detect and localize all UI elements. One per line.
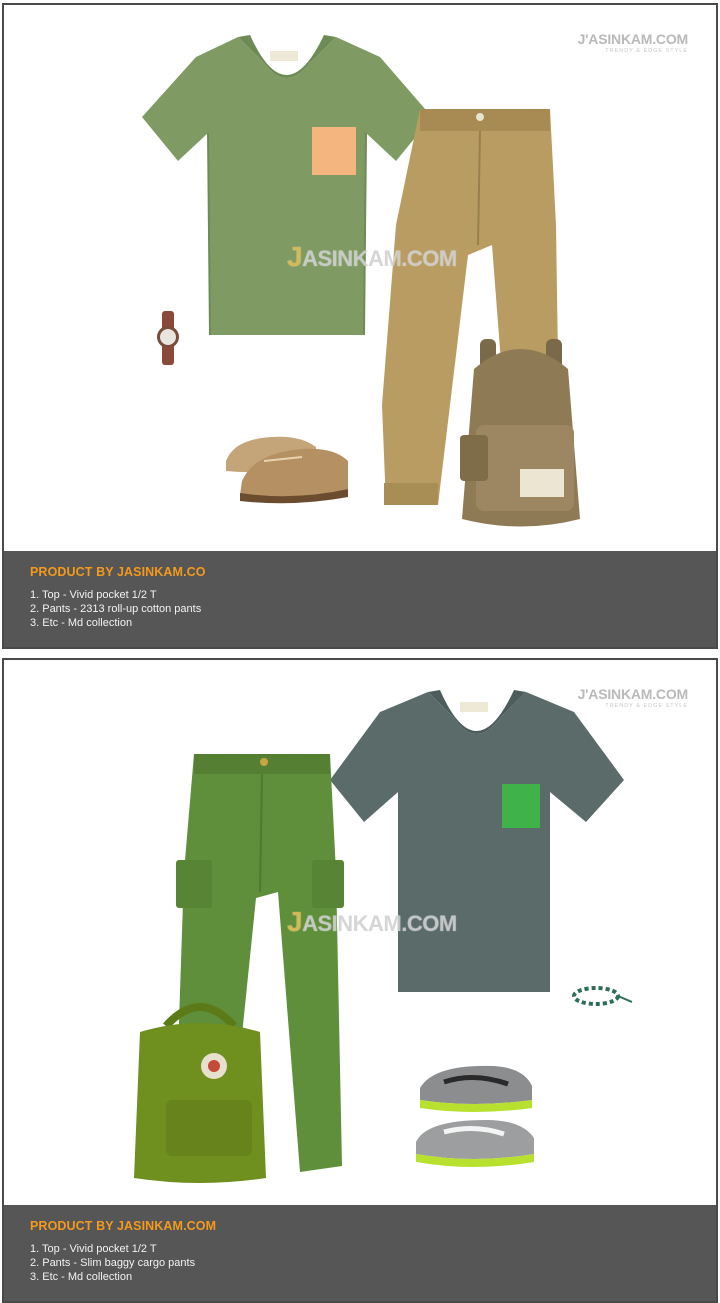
watermark-initial: J [287, 241, 303, 272]
product-title: PRODUCT BY JASINKAM.CO [30, 565, 206, 579]
product-item-pants: 2. Pants - 2313 roll-up cotton pants [30, 603, 202, 615]
outfit-photo-1 [4, 5, 716, 551]
product-info-1 [4, 551, 716, 647]
photo-watermark [287, 906, 457, 938]
green-sole-sneakers [414, 1060, 536, 1172]
product-title: PRODUCT BY JASINKAM.COM [30, 1219, 217, 1233]
brand-name: J'ASINKAM.COM [577, 686, 688, 702]
brand-tagline: TRENDY & EDGE STYLE [605, 48, 688, 54]
brand-tagline: TRENDY & EDGE STYLE [605, 703, 688, 709]
watermark-initial: J [287, 906, 303, 937]
canvas-backpack [456, 339, 586, 529]
product-item-top: 1. Top - Vivid pocket 1/2 T [30, 1243, 157, 1255]
product-item-etc: 3. Etc - Md collection [30, 617, 133, 629]
product-info-2 [4, 1205, 716, 1301]
product-item-pants: 2. Pants - Slim baggy cargo pants [30, 1257, 196, 1269]
outfit-card-1 [2, 3, 718, 649]
woven-bracelet [572, 984, 634, 1010]
photo-watermark [287, 241, 457, 273]
brand-logo [578, 31, 688, 54]
product-item-etc: 3. Etc - Md collection [30, 1271, 133, 1283]
grey-tshirt [330, 688, 624, 996]
product-item-top: 1. Top - Vivid pocket 1/2 T [30, 589, 157, 601]
kanken-backpack [130, 996, 270, 1186]
outfit-card-2 [2, 658, 718, 1303]
brand-name: J'ASINKAM.COM [577, 31, 688, 47]
watermark-text: ASINKAM.COM [302, 246, 457, 271]
outfit-photo-2 [4, 660, 716, 1205]
watermark-text: ASINKAM.COM [302, 911, 457, 936]
boat-shoes [224, 431, 350, 503]
leather-watch [154, 311, 182, 365]
